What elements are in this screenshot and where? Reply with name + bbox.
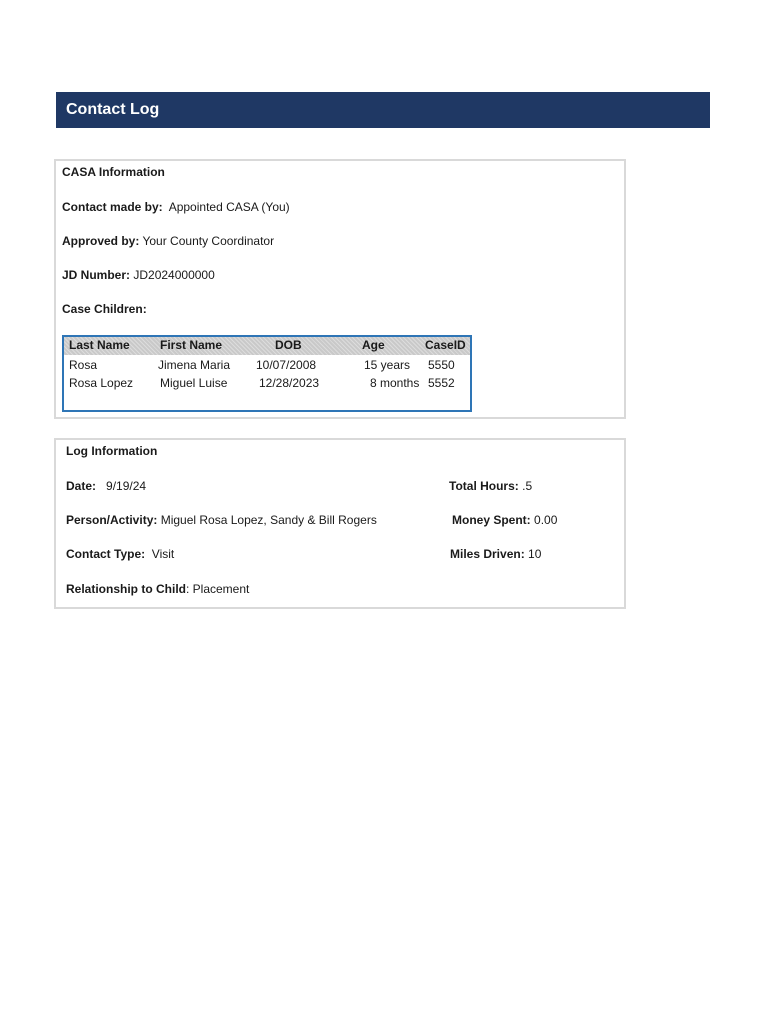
approved-by-row	[62, 234, 274, 249]
casa-information-panel	[54, 159, 626, 419]
miles-driven-row	[450, 547, 541, 562]
jd-number-value: JD2024000000	[133, 268, 215, 282]
total-hours-row	[449, 479, 532, 494]
date-label: Date:	[66, 479, 97, 493]
relationship-value: : Placement	[186, 582, 250, 596]
contact-made-by-row	[62, 200, 290, 215]
log-information-panel	[54, 438, 626, 609]
total-hours-label: Total Hours:	[449, 479, 519, 493]
approved-by-label: Approved by:	[62, 234, 140, 248]
cell-dob: 10/07/2008	[256, 358, 317, 372]
miles-driven-value: 10	[528, 547, 542, 561]
column-header-age: Age	[362, 338, 385, 352]
log-section-title: Log Information	[66, 444, 158, 458]
relationship-row	[66, 582, 249, 597]
cell-age: 8 months	[370, 376, 420, 390]
approved-by-value: Your County Coordinator	[142, 234, 275, 248]
casa-section-title: CASA Information	[62, 165, 165, 179]
column-header-first-name: First Name	[160, 338, 223, 352]
jd-number-row	[62, 268, 215, 283]
cell-caseid: 5552	[428, 376, 455, 390]
cell-caseid: 5550	[428, 358, 455, 372]
money-spent-row	[452, 513, 557, 528]
column-header-caseid: CaseID	[425, 338, 466, 352]
money-spent-value: 0.00	[534, 513, 558, 527]
person-activity-label: Person/Activity:	[66, 513, 158, 527]
cell-last-name: Rosa	[69, 358, 98, 372]
header-bar	[56, 92, 710, 128]
money-spent-label: Money Spent:	[452, 513, 531, 527]
total-hours-value: .5	[522, 479, 533, 493]
case-children-table	[62, 335, 472, 412]
contact-made-by-value: Appointed CASA (You)	[168, 200, 290, 214]
miles-driven-label: Miles Driven:	[450, 547, 525, 561]
column-header-dob: DOB	[275, 338, 302, 352]
date-value: 9/19/24	[106, 479, 147, 493]
cell-last-name: Rosa Lopez	[69, 376, 134, 390]
cell-first-name: Jimena Maria	[158, 358, 231, 372]
table-header-row	[64, 337, 470, 355]
contact-made-by-label: Contact made by:	[62, 200, 163, 214]
cell-first-name: Miguel Luise	[160, 376, 228, 390]
cell-dob: 12/28/2023	[259, 376, 320, 390]
relationship-label: Relationship to Child	[66, 582, 186, 596]
person-activity-value: Miguel Rosa Lopez, Sandy & Bill Rogers	[160, 513, 377, 527]
contact-type-value: Visit	[151, 547, 175, 561]
person-activity-row	[66, 513, 377, 528]
column-header-last-name: Last Name	[69, 338, 130, 352]
contact-type-row	[66, 547, 174, 562]
page-title: Contact Log	[66, 101, 160, 118]
contact-type-label: Contact Type:	[66, 547, 146, 561]
date-row	[66, 479, 146, 494]
jd-number-label: JD Number:	[62, 268, 131, 282]
case-children-label: Case Children:	[62, 302, 147, 316]
cell-age: 15 years	[364, 358, 411, 372]
